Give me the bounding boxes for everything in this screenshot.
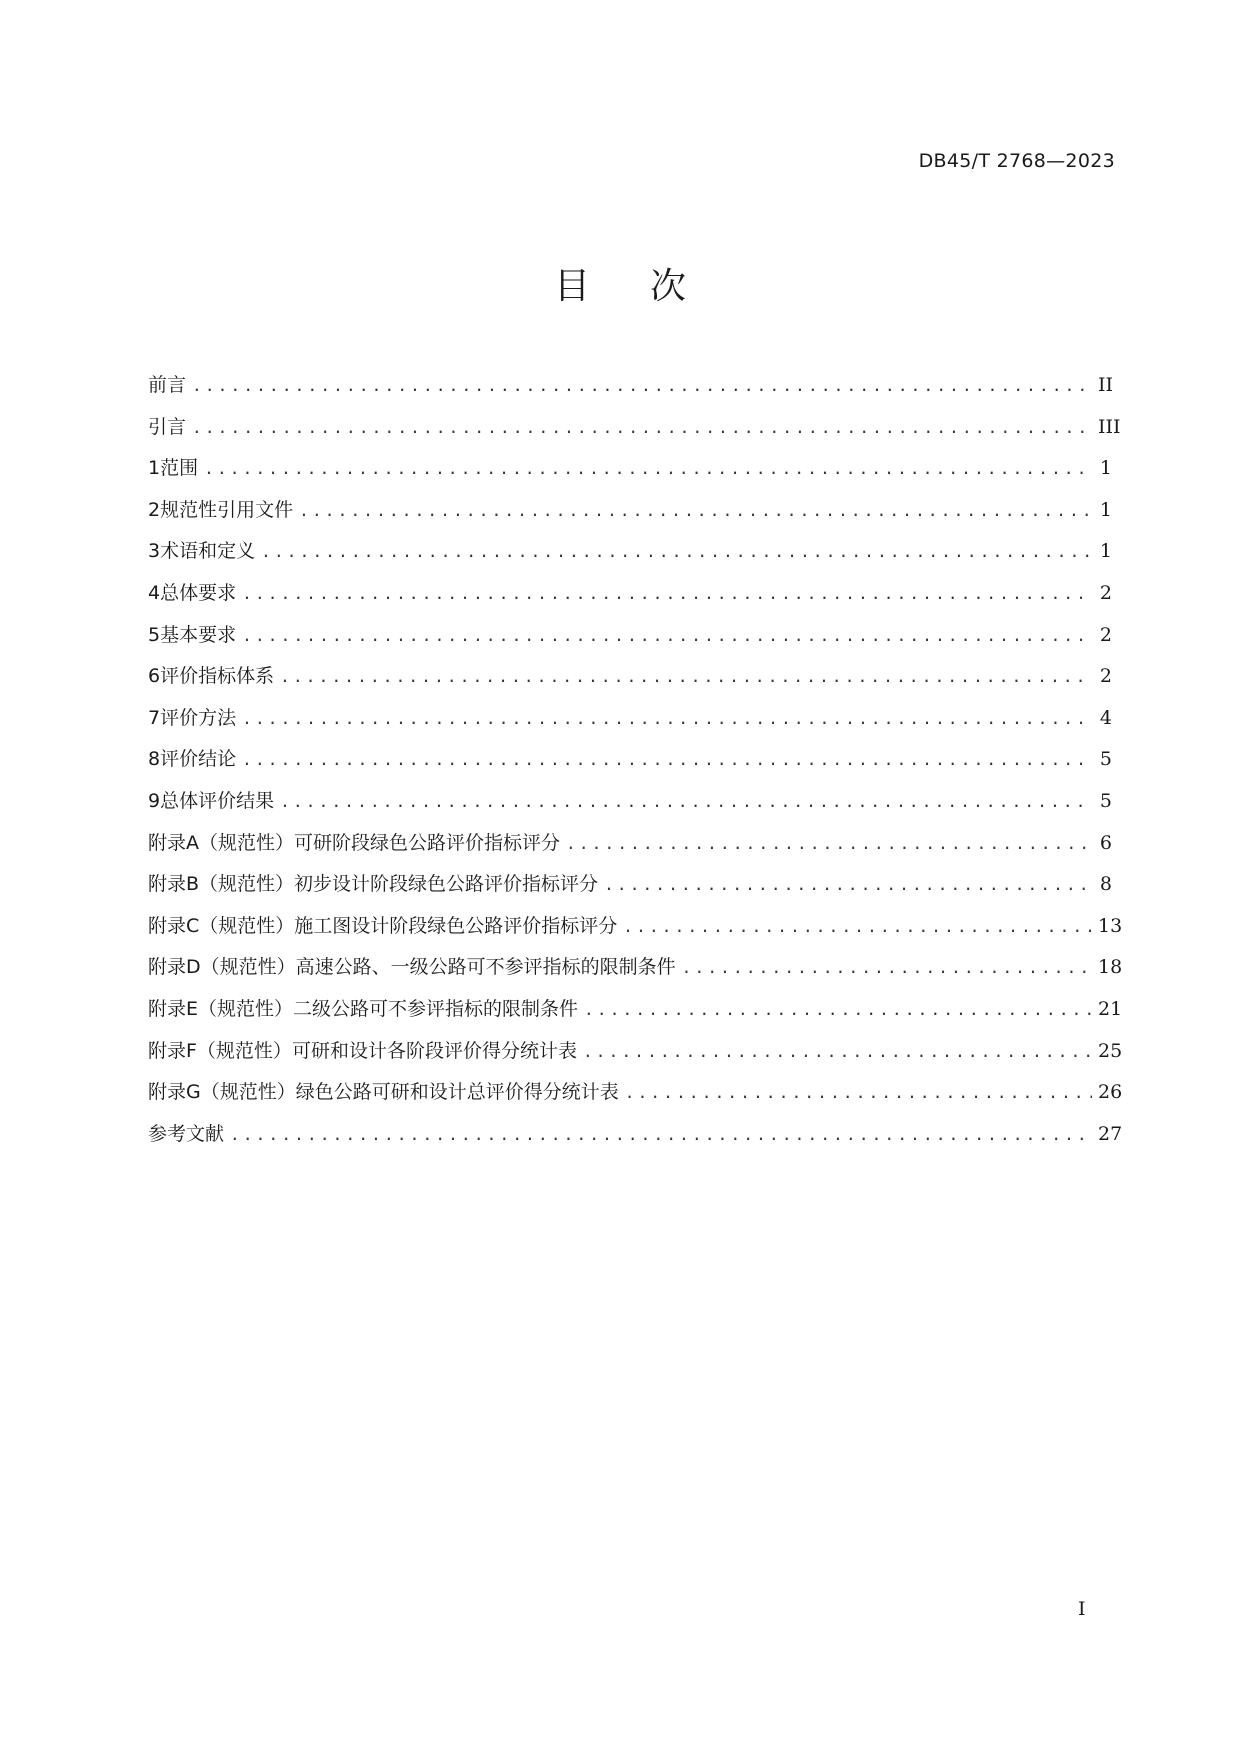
toc-entry-appendix-label: 附录F（规范性） [148, 1039, 292, 1062]
toc-entry-title: 引言 [148, 415, 187, 438]
toc-leader-dots [204, 459, 1092, 478]
toc-entry-page: 18 [1098, 956, 1123, 979]
toc-entry-title: 前言 [148, 374, 187, 396]
toc-entry-page: 25 [1098, 1039, 1123, 1062]
toc-leader-dots [192, 376, 1092, 395]
toc-entry-page: 6 [1099, 831, 1112, 854]
toc-entry-appendix-a[interactable] [148, 828, 1112, 870]
toc-entry-section-9[interactable] [148, 786, 1112, 828]
toc-entry-section-5[interactable] [148, 620, 1112, 662]
toc-leader-dots [566, 834, 1092, 853]
toc-entry-title: 绿色公路可研和设计总评价得分统计表 [295, 1081, 619, 1104]
toc-entry-number: 6 [148, 665, 161, 688]
toc-entry-number: 2 [148, 498, 161, 521]
page-title-char-2: 次 [650, 266, 687, 307]
toc-entry-number: 3 [148, 540, 161, 563]
toc-entry-page: 21 [1098, 997, 1123, 1020]
toc-entry-number: 9 [148, 789, 161, 812]
page-title-char-1: 目 [553, 266, 590, 307]
toc-entry-page: 2 [1099, 623, 1112, 646]
toc-entry-title: 可研阶段绿色公路评价指标评分 [294, 831, 561, 854]
toc-leader-dots [299, 501, 1092, 520]
toc-entry-page: 4 [1099, 706, 1112, 729]
toc-entry-title: 初步设计阶段绿色公路评价指标评分 [294, 873, 599, 896]
toc-entry-page: 2 [1099, 581, 1112, 604]
toc-entry-title: 评价指标体系 [160, 665, 275, 688]
toc-entry-title: 总体要求 [160, 581, 237, 604]
toc-entry-section-4[interactable] [148, 578, 1112, 620]
toc-entry-section-7[interactable] [148, 703, 1112, 745]
toc-entry-page: 13 [1098, 914, 1123, 937]
toc-entry-page: 8 [1099, 873, 1112, 896]
toc-leader-dots [242, 626, 1092, 645]
toc-leader-dots [682, 958, 1092, 977]
toc-entry-title: 评价结论 [160, 748, 237, 771]
table-of-contents [148, 370, 1123, 1160]
toc-entry-title: 施工图设计阶段绿色公路评价指标评分 [294, 914, 618, 937]
toc-leader-dots [583, 1042, 1092, 1061]
toc-entry-appendix-d[interactable] [148, 952, 1123, 994]
toc-entry-title: 规范性引用文件 [160, 498, 294, 521]
toc-entry-page: 5 [1099, 748, 1112, 771]
page-title [0, 258, 1240, 309]
toc-leader-dots [261, 542, 1092, 561]
document-code: DB45/T 2768—2023 [918, 150, 1115, 172]
toc-entry-foreword[interactable] [148, 370, 1112, 412]
toc-entry-appendix-label: 附录E（规范性） [148, 997, 294, 1020]
toc-entry-appendix-label: 附录G（规范性） [148, 1081, 296, 1104]
toc-entry-section-1[interactable] [148, 453, 1112, 495]
toc-entry-page: 1 [1099, 540, 1112, 563]
toc-entry-appendix-g[interactable] [148, 1077, 1123, 1119]
toc-entry-title: 高速公路、一级公路可不参评指标的限制条件 [295, 956, 676, 979]
toc-entry-title: 基本要求 [160, 623, 237, 646]
toc-leader-dots [192, 418, 1092, 437]
toc-entry-page: 1 [1099, 498, 1112, 521]
toc-entry-appendix-b[interactable] [148, 869, 1112, 911]
toc-entry-title: 总体评价结果 [160, 789, 275, 812]
toc-entry-title: 范围 [160, 457, 199, 480]
toc-entry-appendix-label: 附录B（规范性） [148, 873, 295, 896]
toc-leader-dots [242, 584, 1092, 603]
toc-entry-bibliography[interactable] [148, 1119, 1123, 1161]
toc-entry-appendix-c[interactable] [148, 911, 1123, 953]
toc-entry-number: 1 [148, 457, 161, 480]
toc-entry-appendix-e[interactable] [148, 994, 1123, 1036]
toc-leader-dots [625, 1083, 1092, 1102]
toc-entry-number: 7 [148, 706, 161, 729]
toc-entry-appendix-label: 附录A（规范性） [148, 831, 294, 854]
toc-entry-section-8[interactable] [148, 744, 1112, 786]
toc-entry-page: II [1098, 374, 1114, 396]
toc-entry-number: 5 [148, 623, 161, 646]
toc-entry-appendix-f[interactable] [148, 1036, 1123, 1078]
toc-entry-section-3[interactable] [148, 536, 1112, 578]
toc-leader-dots [242, 750, 1092, 769]
toc-entry-title: 术语和定义 [160, 540, 256, 563]
toc-entry-number: 8 [148, 748, 161, 771]
toc-entry-title: 参考文献 [148, 1122, 225, 1145]
toc-leader-dots [242, 709, 1092, 728]
toc-entry-page: 1 [1099, 457, 1112, 480]
toc-entry-appendix-label: 附录C（规范性） [148, 914, 295, 937]
toc-leader-dots [584, 1000, 1092, 1019]
toc-entry-title: 评价方法 [160, 706, 237, 729]
toc-entry-page: 5 [1099, 789, 1112, 812]
toc-entry-page: III [1098, 415, 1121, 438]
toc-entry-introduction[interactable] [148, 412, 1121, 454]
toc-entry-page: 2 [1099, 665, 1112, 688]
toc-entry-page: 26 [1098, 1081, 1123, 1104]
toc-leader-dots [280, 667, 1092, 686]
toc-leader-dots [280, 792, 1092, 811]
toc-entry-number: 4 [148, 581, 161, 604]
toc-leader-dots [623, 917, 1092, 936]
toc-entry-title: 可研和设计各阶段评价得分统计表 [291, 1039, 577, 1062]
toc-entry-page: 27 [1098, 1122, 1123, 1145]
toc-entry-section-2[interactable] [148, 495, 1112, 537]
toc-entry-section-6[interactable] [148, 661, 1112, 703]
toc-entry-appendix-label: 附录D（规范性） [148, 956, 296, 979]
toc-leader-dots [230, 1125, 1092, 1144]
toc-leader-dots [604, 875, 1092, 894]
page-number: I [1078, 1598, 1086, 1620]
toc-entry-title: 二级公路可不参评指标的限制条件 [293, 997, 579, 1020]
